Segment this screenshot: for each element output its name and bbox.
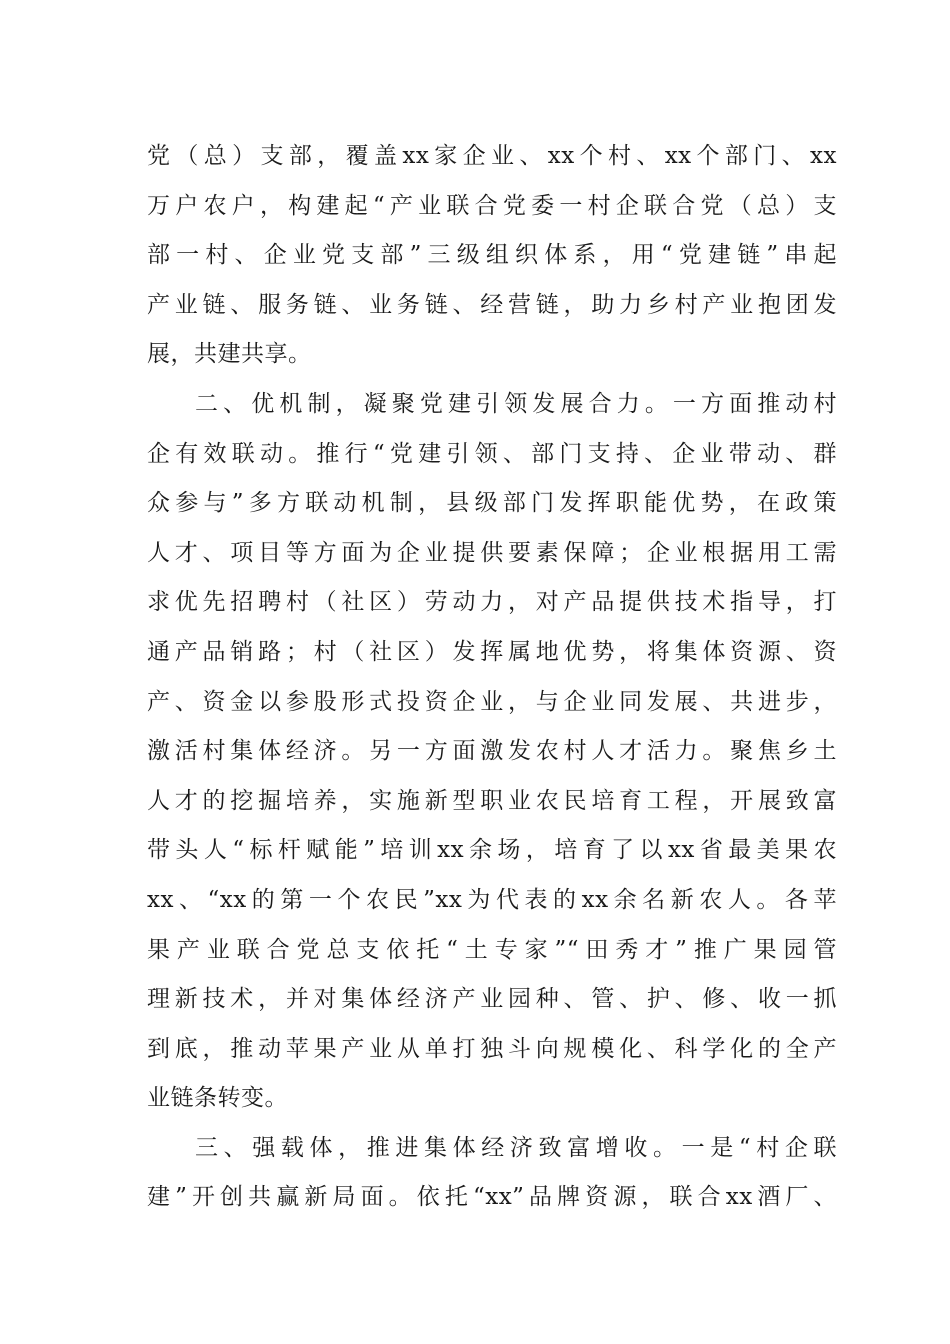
text-line: xx、“xx的第一个农民”xx为代表的xx余名新农人。各苹 [147, 886, 837, 913]
text-line: 万户农户，构建起“产业联合党委一村企联合党（总）支 [147, 192, 837, 219]
text-line: 通产品销路；村（社区）发挥属地优势，将集体资源、资 [147, 638, 837, 665]
text-line: 人才的挖掘培养，实施新型职业农民培育工程，开展致富 [147, 787, 837, 814]
text-line: 众参与”多方联动机制，县级部门发挥职能优势，在政策 [147, 490, 837, 517]
text-line: 产业链、服务链、业务链、经营链，助力乡村产业抱团发 [147, 291, 837, 318]
text-line: 理新技术，并对集体经济产业园种、管、护、修、收一抓 [147, 986, 837, 1013]
text-line: 人才、项目等方面为企业提供要素保障；企业根据用工需 [147, 539, 837, 566]
text-line: 求优先招聘村（社区）劳动力，对产品提供技术指导，打 [147, 589, 837, 616]
text-line: 部一村、企业党支部”三级组织体系，用“党建链”串起 [147, 242, 837, 269]
section-heading-line: 二、优机制，凝聚党建引领发展合力。一方面推动村 [195, 390, 837, 417]
text-line: 企有效联动。推行“党建引领、部门支持、企业带动、群 [147, 440, 837, 467]
text-line: 产、资金以参股形式投资企业，与企业同发展、共进步， [147, 688, 837, 715]
text-line: 果产业联合党总支依托“土专家”“田秀才”推广果园管 [147, 936, 837, 963]
body-text [147, 132, 837, 1223]
text-line: 带头人“标杆赋能”培训xx余场，培育了以xx省最美果农 [147, 837, 837, 864]
text-line: 展，共建共享。 [147, 341, 312, 368]
text-line: 到底，推动苹果产业从单打独斗向规模化、科学化的全产 [147, 1035, 837, 1062]
text-line: 激活村集体经济。另一方面激发农村人才活力。聚焦乡土 [147, 738, 837, 765]
section-heading-line: 三、强载体，推进集体经济致富增收。一是“村企联 [195, 1134, 837, 1161]
text-line: 党（总）支部，覆盖xx家企业、xx个村、xx个部门、xx [147, 143, 837, 169]
text-line: 业链条转变。 [147, 1085, 288, 1112]
text-line: 建”开创共赢新局面。依托“xx”品牌资源，联合xx酒厂、 [147, 1184, 837, 1211]
